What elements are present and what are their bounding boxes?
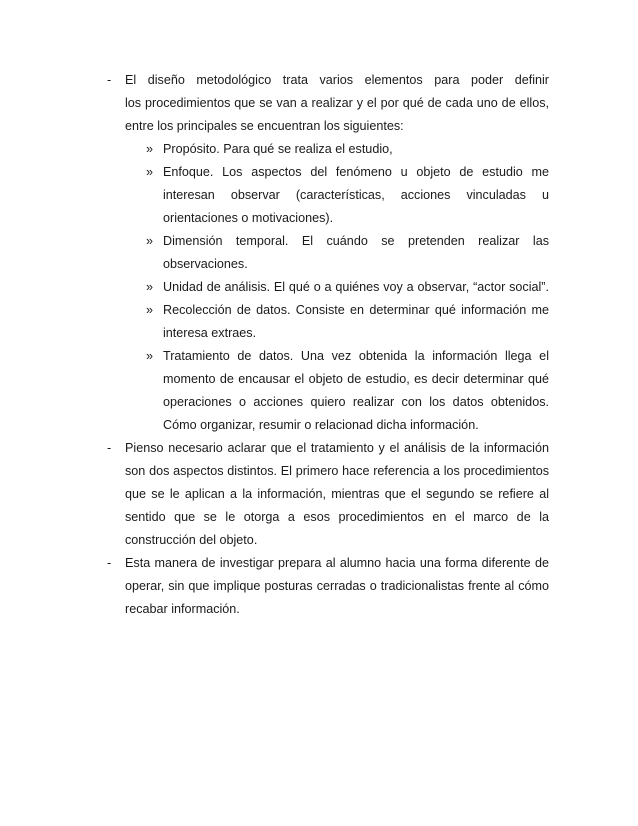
subitem-data-treatment-line-1: Tratamiento de datos. Una vez obtenida la información llega el	[163, 349, 549, 363]
paragraph-2-line-3: que se le aplican a la información, mientras que el segundo se refiere al	[125, 487, 549, 501]
subitem-data-treatment-line-2: momento de encausar el objeto de estudio, es decir determinar qué	[163, 372, 549, 386]
dash-bullet-1: -	[107, 73, 112, 87]
paragraph-1-line-2: los procedimientos que se van a realizar y el por qué de cada uno de ellos,	[125, 96, 549, 110]
subitem-purpose: Propósito. Para qué se realiza el estudio,	[163, 142, 393, 156]
subitem-data-treatment-line-3: operaciones o acciones quiero realizar con los datos obtenidos.	[163, 395, 549, 409]
chevron-bullet-3: »	[146, 234, 154, 248]
paragraph-3-line-1: Esta manera de investigar prepara al alumno hacia una forma diferente de	[125, 556, 549, 570]
paragraph-1-line-3: entre los principales se encuentran los siguientes:	[125, 119, 404, 133]
subitem-approach-line-1: Enfoque. Los aspectos del fenómeno u objeto de estudio me	[163, 165, 549, 179]
paragraph-2-line-2: son dos aspectos distintos. El primero hace referencia a los procedimientos	[125, 464, 549, 478]
chevron-bullet-1: »	[146, 142, 154, 156]
paragraph-2-line-1: Pienso necesario aclarar que el tratamiento y el análisis de la información	[125, 441, 549, 455]
subitem-data-collection-line-2: interesa extraes.	[163, 326, 257, 340]
subitem-unit-of-analysis: Unidad de análisis. El qué o a quiénes voy a observar, “actor social”.	[163, 280, 549, 294]
paragraph-1-line-1: El diseño metodológico trata varios elementos para poder definir	[125, 73, 549, 87]
subitem-approach-line-2: interesan observar (características, acciones vinculadas u	[163, 188, 549, 202]
subitem-time-line-1: Dimensión temporal. El cuándo se pretenden realizar las	[163, 234, 549, 248]
dash-bullet-3: -	[107, 556, 112, 570]
subitem-time-line-2: observaciones.	[163, 257, 248, 271]
dash-bullet-2: -	[107, 441, 112, 455]
chevron-bullet-5: »	[146, 303, 154, 317]
paragraph-3-line-3: recabar información.	[125, 602, 240, 616]
chevron-bullet-2: »	[146, 165, 154, 179]
subitem-data-collection-line-1: Recolección de datos. Consiste en determinar qué información me	[163, 303, 549, 317]
paragraph-2-line-4: sentido que se le otorga a esos procedimientos en el marco de la	[125, 510, 549, 524]
chevron-bullet-6: »	[146, 349, 154, 363]
subitem-data-treatment-line-4: Cómo organizar, resumir o relacionad dicha información.	[163, 418, 479, 432]
chevron-bullet-4: »	[146, 280, 154, 294]
paragraph-2-line-5: construcción del objeto.	[125, 533, 258, 547]
paragraph-3-line-2: operar, sin que implique posturas cerradas o tradicionalistas frente al cómo	[125, 579, 549, 593]
subitem-approach-line-3: orientaciones o motivaciones).	[163, 211, 334, 225]
